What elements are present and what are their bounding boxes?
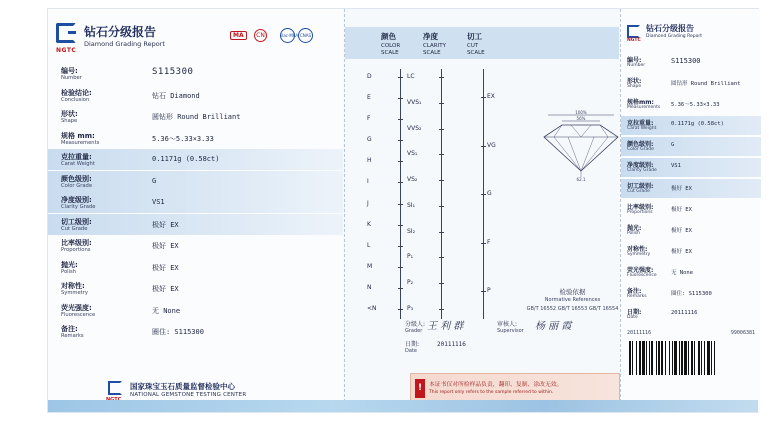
field-label-en: Shape xyxy=(61,118,78,124)
cut-scale-tick: G xyxy=(487,190,492,197)
field-label-cn: 编号: xyxy=(61,67,78,75)
stub-field-value: 极好 EX xyxy=(671,228,692,234)
clarity-scale-heading: 净度 CLARITY SCALE xyxy=(423,32,446,56)
field-value: 极好 EX xyxy=(152,220,179,229)
clarity-scale-tickmark xyxy=(439,103,444,104)
color-scale-tick: M xyxy=(367,262,373,270)
stub-field-label-cn: 切工级别: xyxy=(627,183,654,190)
ngtc-stub-logo-icon xyxy=(627,25,640,38)
color-scale-tickmark xyxy=(398,119,403,120)
field-label-en: Color Grade xyxy=(61,182,93,189)
color-scale-tick: F xyxy=(367,115,371,123)
barcode-bar xyxy=(642,341,645,375)
stub-field-row xyxy=(621,74,761,93)
barcode-bar xyxy=(651,341,653,375)
barcode-bar xyxy=(636,341,637,375)
field-label-cn: 规格 mm: xyxy=(61,131,95,140)
color-scale-tickmark xyxy=(398,182,403,183)
table-width-label: 56% xyxy=(576,116,586,121)
stub-field-label-cn: 备注: xyxy=(627,288,642,295)
color-scale-tickmark xyxy=(398,204,403,205)
stub-field-label-en: Polish xyxy=(627,231,641,236)
stub-field-row xyxy=(621,95,761,114)
field-label-cn: 检验结论: xyxy=(61,88,92,97)
stub-field-row xyxy=(621,158,761,177)
cn-mark-icon: CN xyxy=(254,29,267,42)
cut-scale-tickmark xyxy=(481,194,486,195)
barcode-bar xyxy=(698,341,700,375)
ilac-mark-icon: ilac-MRA xyxy=(280,28,295,43)
stub-field-value: 圆钻形 Round Brilliant xyxy=(671,81,741,87)
stub-field-label-cn: 形状: xyxy=(627,78,642,85)
field-label-en: Number xyxy=(61,75,82,81)
clarity-scale-axis xyxy=(441,69,442,319)
stub-field-label-en: Clarity Grade xyxy=(627,168,657,173)
clarity-scale-tick: P₂ xyxy=(407,279,414,287)
notice-text-en: This report only refers to the sample referred to within. xyxy=(429,390,554,395)
stub-field-label-en: Shape xyxy=(627,84,642,89)
stub-field-value: 极好 EX xyxy=(671,186,692,192)
stub-field-value: G xyxy=(671,142,675,148)
barcode-bar xyxy=(681,341,683,375)
field-row xyxy=(48,192,343,213)
cut-scale-tickmark xyxy=(481,243,486,244)
signature-block xyxy=(405,319,620,364)
stub-field-row xyxy=(621,284,761,303)
supervisor-signature: 杨 丽 霞 xyxy=(535,321,572,332)
reference-item: GB/T 16553 xyxy=(557,306,588,312)
color-scale-tick: D xyxy=(367,73,372,80)
report-title-en: Diamond Grading Report xyxy=(84,40,165,48)
barcode-bar xyxy=(674,341,677,375)
color-scale-tick: H xyxy=(367,157,372,165)
color-scale-tick: <N xyxy=(367,305,377,312)
stub-field-value: 无 None xyxy=(671,270,694,276)
color-scale-tickmark xyxy=(398,288,403,289)
color-scale-tick: J xyxy=(367,199,369,207)
cut-scale-tick: VG xyxy=(487,141,496,149)
stub-header xyxy=(627,23,703,43)
field-row xyxy=(48,85,343,106)
clarity-scale-tickmark xyxy=(439,232,444,233)
field-value: 极好 EX xyxy=(152,285,179,293)
field-label-cn: 切工级别: xyxy=(61,217,92,226)
grade-scales xyxy=(345,59,620,319)
field-label-en: Remarks xyxy=(61,333,84,339)
clarity-scale-tick: P₃ xyxy=(407,305,414,312)
field-row xyxy=(48,257,343,278)
color-scale-tick: N xyxy=(367,283,372,291)
field-value: 钻石 Diamond xyxy=(152,91,200,100)
color-scale-tick: K xyxy=(367,220,371,228)
supervisor-label: 审核人: Supervisor xyxy=(497,321,524,334)
cnas-mark-icon: CNAS xyxy=(298,28,313,43)
field-value: 无 None xyxy=(152,306,181,315)
clarity-scale-tick: VVS₁ xyxy=(407,98,422,106)
stub-field-label-en: Measurements xyxy=(627,105,661,110)
barcode-bar xyxy=(684,341,687,375)
field-label-en: Conclusion xyxy=(61,96,90,103)
field-row xyxy=(48,300,343,321)
stub-field-value: 圈住: S115300 xyxy=(671,291,712,297)
field-value: 圆钻形 Round Brilliant xyxy=(152,113,241,121)
barcode-bar xyxy=(649,341,650,375)
ma-mark-icon: MA xyxy=(230,31,247,40)
diamond-proportion-diagram xyxy=(540,109,622,181)
stub-field-label-cn: 抛光: xyxy=(627,225,642,232)
field-label-en: Fluorescence xyxy=(61,311,96,318)
references-heading-cn: 检验依据 xyxy=(559,288,586,296)
barcode-bar xyxy=(658,341,660,375)
stub-field-row xyxy=(621,263,761,282)
color-scale-tickmark xyxy=(398,309,403,310)
field-label-cn: 荧光强度: xyxy=(61,303,92,312)
barcode-bar xyxy=(661,341,663,375)
field-label-en: Cut Grade xyxy=(61,225,88,232)
clarity-scale-tick: SI₁ xyxy=(407,201,415,209)
field-label-cn: 形状: xyxy=(61,110,78,118)
stub-field-row xyxy=(621,305,761,324)
field-label-cn: 克拉重量: xyxy=(61,153,92,161)
stub-field-row xyxy=(621,53,761,72)
cut-scale-heading: 切工 CUT SCALE xyxy=(467,32,485,56)
stub-field-label-en: Symmetry xyxy=(627,252,651,257)
cut-scale-tickmark xyxy=(481,291,486,292)
stub-field-row xyxy=(621,116,761,135)
ngtc-footer-logo-icon xyxy=(108,381,122,395)
cut-scale-tickmark xyxy=(481,97,486,98)
stub-field-row xyxy=(621,221,761,240)
report-header xyxy=(56,23,165,54)
references-heading-en: Normative References xyxy=(544,297,601,303)
cut-scale-tick: EX xyxy=(487,93,495,100)
cut-scale-tickmark xyxy=(481,146,486,147)
stub-abbr: NGTC xyxy=(627,38,641,43)
stub-field-value: S115300 xyxy=(671,57,701,65)
color-scale-tickmark xyxy=(398,77,403,78)
field-value: S115300 xyxy=(152,67,194,77)
stub-field-label-en: Fluorescence xyxy=(627,273,657,278)
clarity-scale-tickmark xyxy=(439,77,444,78)
clarity-scale-tick: SI₂ xyxy=(407,227,415,235)
barcode-bar xyxy=(688,341,689,375)
normative-references xyxy=(525,287,620,312)
notice-text-cn: 本证书仅对所检样品负责，翻印、复制、涂改无效。 xyxy=(429,382,563,388)
field-label-cn: 抛光: xyxy=(61,260,78,269)
report-title-cn: 钻石分级报告 xyxy=(84,25,157,39)
stub-field-label-en: Proportions xyxy=(627,210,653,215)
reference-item: GB/T 16554 xyxy=(588,306,619,312)
field-value: 5.36～5.33×3.33 xyxy=(152,134,214,143)
scale-panel xyxy=(344,9,619,412)
stub-field-label-cn: 编号: xyxy=(627,57,642,64)
field-label-en: Carat Weight xyxy=(61,161,95,167)
barcode-bar xyxy=(694,341,695,375)
color-scale-tickmark xyxy=(398,140,403,141)
field-label-cn: 颜色级别: xyxy=(61,174,92,183)
stub-field-label-en: Number xyxy=(627,63,646,68)
crown-width-label: 100% xyxy=(575,110,587,115)
cut-scale-tick: P xyxy=(487,287,491,294)
bottom-color-band xyxy=(48,400,758,412)
stub-field-label-cn: 克拉重量: xyxy=(627,120,654,127)
barcode xyxy=(627,341,755,375)
barcode-bar xyxy=(629,341,631,375)
clarity-scale-tick: VVS₂ xyxy=(407,124,422,132)
report-main-panel xyxy=(48,9,343,412)
field-value: 0.1171g (0.58ct) xyxy=(152,155,220,163)
barcode-bar xyxy=(679,341,680,375)
report-stub-panel xyxy=(620,9,760,412)
barcode-bar xyxy=(639,341,641,375)
clarity-scale-tickmark xyxy=(439,257,444,258)
barcode-bar xyxy=(704,341,705,375)
clarity-scale-tickmark xyxy=(439,283,444,284)
stub-field-value: 20111116 xyxy=(671,310,698,316)
field-label-cn: 对称性: xyxy=(61,282,85,290)
stub-field-label-cn: 颜色级别: xyxy=(627,141,654,148)
stub-field-label-cn: 荧光强度: xyxy=(627,267,654,274)
field-row xyxy=(48,63,343,84)
ngtc-logo-icon xyxy=(56,23,76,43)
ngtc-abbr: NGTC xyxy=(56,47,77,54)
stub-field-label-cn: 比率级别: xyxy=(627,204,654,211)
color-scale-tick: L xyxy=(367,241,371,249)
stub-field-value: 0.1171g (0.58ct) xyxy=(671,121,724,127)
barcode-bar xyxy=(714,341,715,375)
stub-field-label-cn: 日期: xyxy=(627,309,642,316)
date-value: 20111116 xyxy=(437,341,466,348)
stub-serial-code: 99006381 xyxy=(730,330,755,336)
field-row xyxy=(48,321,343,342)
color-scale-tickmark xyxy=(398,225,403,226)
color-scale-tick: I xyxy=(367,178,369,186)
warning-icon: ! xyxy=(415,379,425,398)
stub-field-row xyxy=(621,179,761,198)
barcode-bar xyxy=(656,341,657,375)
field-row xyxy=(48,106,343,127)
barcode-bar xyxy=(672,341,673,375)
reference-item: GB/T 16552 xyxy=(526,306,557,312)
stub-date-code: 20111116 xyxy=(627,330,652,336)
color-scale-tickmark xyxy=(398,246,403,247)
stub-field-label-en: Date xyxy=(627,315,638,320)
stub-field-label-en: Cut Grade xyxy=(627,189,650,194)
scale-header xyxy=(345,27,619,59)
field-label-en: Proportions xyxy=(61,247,91,253)
notice-banner xyxy=(410,373,620,403)
field-value: 极好 EX xyxy=(152,242,179,250)
stub-field-label-cn: 净度级别: xyxy=(627,162,654,169)
field-row xyxy=(48,171,343,192)
stub-field-value: VS1 xyxy=(671,163,681,169)
color-scale-axis xyxy=(400,69,401,319)
date-label: 日期: Date xyxy=(405,341,420,354)
field-row xyxy=(48,128,343,149)
field-value: 极好 EX xyxy=(152,263,179,272)
clarity-scale-tick: LC xyxy=(407,73,415,80)
clarity-scale-tickmark xyxy=(439,154,444,155)
stub-title-en: Diamond Grading Report xyxy=(646,34,703,39)
grading-report xyxy=(47,8,759,413)
clarity-scale-tickmark xyxy=(439,206,444,207)
clarity-scale-tickmark xyxy=(439,129,444,130)
field-row xyxy=(48,278,343,299)
stub-field-value: 极好 EX xyxy=(671,249,692,255)
stub-field-value: 5.36～5.33×3.33 xyxy=(671,102,720,108)
stub-title-cn: 钻石分级报告 xyxy=(646,24,694,33)
barcode-bar xyxy=(711,341,712,375)
stub-field-value: 极好 EX xyxy=(671,207,692,213)
stub-field-row xyxy=(621,137,761,156)
clarity-scale-tick: VS₁ xyxy=(407,150,418,158)
cut-scale-tick: F xyxy=(487,238,491,246)
color-scale-tick: E xyxy=(367,94,371,102)
color-scale-tickmark xyxy=(398,98,403,99)
color-scale-heading: 颜色 COLOR SCALE xyxy=(381,32,401,56)
barcode-bar xyxy=(665,341,666,375)
stub-field-label-en: Remarks xyxy=(627,294,647,299)
references-list xyxy=(525,306,620,312)
stub-field-row xyxy=(621,242,761,261)
stub-field-label-cn: 规格mm: xyxy=(627,99,654,106)
clarity-scale-tickmark xyxy=(439,180,444,181)
field-label-en: Polish xyxy=(61,268,76,275)
clarity-scale-tick: P₁ xyxy=(407,253,414,261)
barcode-bar xyxy=(646,341,647,375)
field-value: 圈住: S115300 xyxy=(152,328,204,336)
barcode-bar xyxy=(691,341,693,375)
field-row xyxy=(48,149,343,170)
field-value: G xyxy=(152,176,157,185)
field-label-en: Symmetry xyxy=(61,290,88,296)
grader-label: 分级人: Grader xyxy=(405,321,426,334)
barcode-bar xyxy=(669,341,670,375)
field-label-en: Clarity Grade xyxy=(61,204,96,210)
grader-signature: 王 利 群 xyxy=(427,321,464,332)
field-row xyxy=(48,214,343,235)
barcode-bar xyxy=(632,341,633,375)
depth-label: 62.1 xyxy=(576,177,586,181)
color-scale-tick: G xyxy=(367,136,372,144)
field-row xyxy=(48,235,343,256)
stub-field-label-cn: 对称性: xyxy=(627,246,648,253)
clarity-scale-tickmark xyxy=(439,309,444,310)
field-label-cn: 净度级别: xyxy=(61,196,92,204)
footer-org-cn: 国家珠宝玉石质量监督检验中心 xyxy=(130,382,235,391)
stub-field-label-en: Color Grade xyxy=(627,147,654,152)
field-label-en: Measurements xyxy=(61,139,100,146)
barcode-bar xyxy=(707,341,710,375)
barcode-bar xyxy=(701,341,702,375)
color-scale-tickmark xyxy=(398,267,403,268)
clarity-scale-tick: VS₂ xyxy=(407,176,418,184)
footer-org-en: NATIONAL GEMSTONE TESTING CENTER xyxy=(130,392,247,398)
stub-field-row xyxy=(621,200,761,219)
field-label-cn: 比率级别: xyxy=(61,239,92,247)
stub-field-label-en: Carat Weight xyxy=(627,126,657,131)
color-scale-tickmark xyxy=(398,161,403,162)
field-label-cn: 备注: xyxy=(61,325,78,333)
field-value: VS1 xyxy=(152,198,165,206)
